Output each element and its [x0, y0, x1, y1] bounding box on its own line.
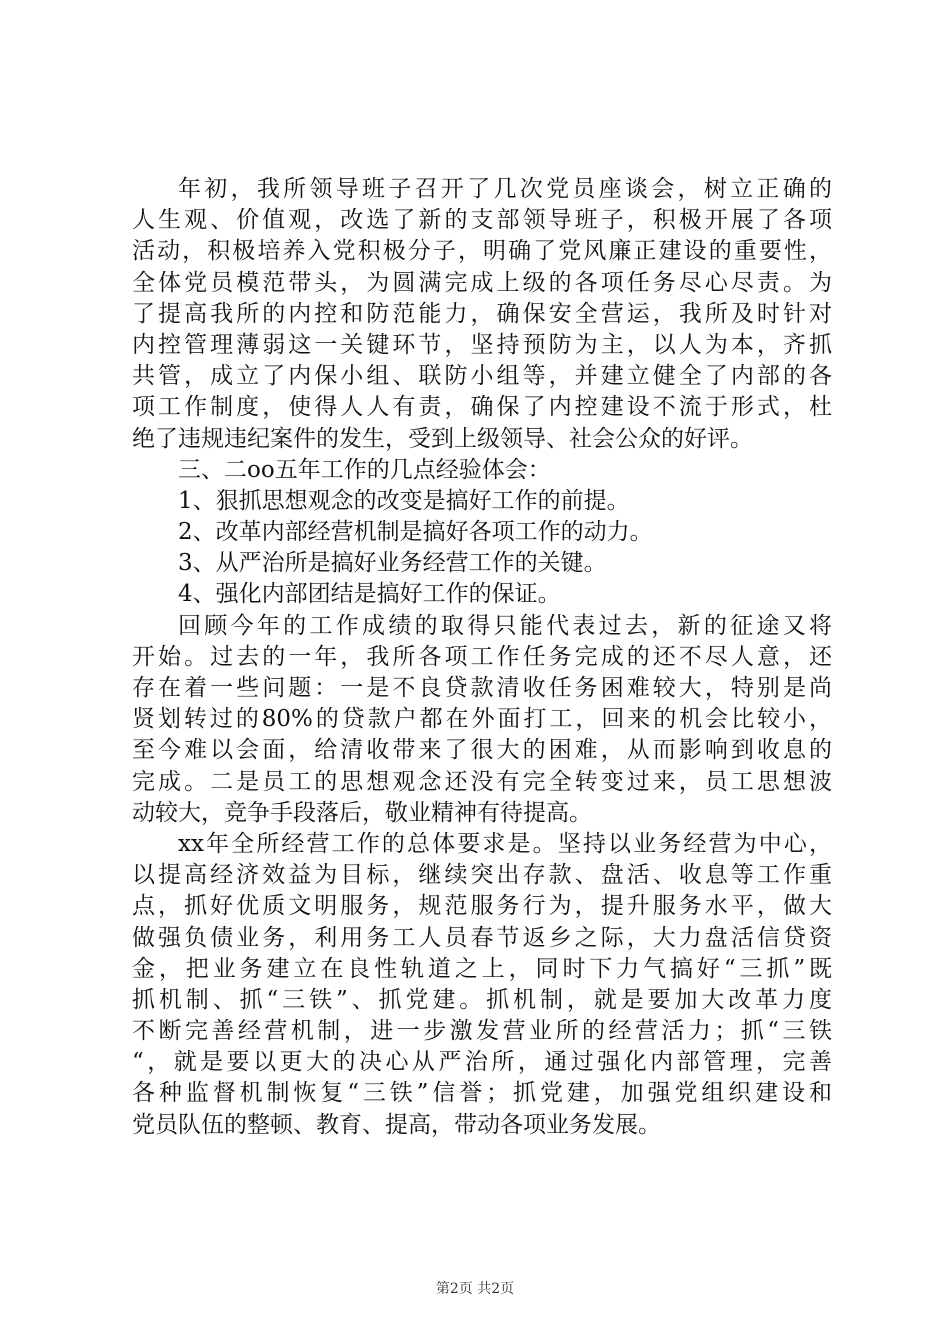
body-text-line: 完成。二是员工的思想观念还没有完全转变过来，员工思想波: [132, 768, 832, 795]
body-text-line: 共管，成立了内保小组、联防小组等，并建立健全了内部的各: [132, 363, 832, 390]
body-text-line: xx年全所经营工作的总体要求是。坚持以业务经营为中心，: [178, 830, 832, 857]
body-text-line: 以提高经济效益为目标，继续突出存款、盘活、收息等工作重: [132, 862, 832, 889]
body-text-line: 动较大，竞争手段落后，敬业精神有待提高。: [132, 799, 592, 826]
body-text-line: 全体党员模范带头，为圆满完成上级的各项任务尽心尽责。为: [132, 269, 832, 296]
body-text-line: 抓机制、抓“三铁”、抓党建。抓机制，就是要加大改革力度: [132, 986, 832, 1013]
body-text-line: 4、强化内部团结是搞好工作的保证。: [178, 581, 561, 608]
body-text-line: 存在着一些问题：一是不良贷款清收任务困难较大，特别是尚: [132, 675, 832, 701]
body-text-line: 金，把业务建立在良性轨道之上，同时下力气搞好“三抓”既: [132, 955, 832, 982]
body-text-line: 1、狠抓思想观念的改变是搞好工作的前提。: [178, 487, 630, 514]
body-text-line: 不断完善经营机制，进一步激发营业所的经营活力；抓“三铁: [132, 1018, 832, 1045]
body-text-line: 年初，我所领导班子召开了几次党员座谈会，树立正确的: [178, 176, 832, 202]
body-text-line: 党员队伍的整顿、教育、提高，带动各项业务发展。: [132, 1111, 661, 1138]
body-text-line: “，就是要以更大的决心从严治所，通过强化内部管理，完善: [132, 1049, 832, 1076]
body-text-line: 3、从严治所是搞好业务经营工作的关键。: [178, 550, 607, 577]
body-text-line: 开始。过去的一年，我所各项工作任务完成的还不尽人意，还: [132, 643, 832, 670]
document-body: [132, 174, 832, 1141]
body-text-line: 活动，积极培养入党积极分子，明确了党风廉正建设的重要性，: [132, 238, 832, 265]
body-text-line: 人生观、价值观，改选了新的支部领导班子，积极开展了各项: [132, 207, 832, 234]
body-text-line: 贤划转过的80%的贷款户都在外面打工，回来的机会比较小，: [132, 706, 832, 733]
body-text-line: 三、二oo五年工作的几点经验体会：: [178, 456, 551, 483]
body-text-line: 了提高我所的内控和防范能力，确保安全营运，我所及时针对: [132, 300, 832, 327]
body-text-line: 项工作制度，使得人人有责，确保了内控建设不流于形式，杜: [132, 394, 832, 421]
body-text-line: 绝了违规违纪案件的发生，受到上级领导、社会公众的好评。: [132, 425, 753, 452]
body-text-line: 点，抓好优质文明服务，规范服务行为，提升服务水平，做大: [132, 893, 832, 920]
body-text-line: 内控管理薄弱这一关键环节，坚持预防为主，以人为本，齐抓: [132, 331, 832, 358]
body-text-line: 回顾今年的工作成绩的取得只能代表过去，新的征途又将: [178, 612, 832, 639]
page-footer: 第2页 共2页: [435, 1281, 515, 1297]
body-text-line: 做强负债业务，利用务工人员春节返乡之际，大力盘活信贷资: [132, 924, 832, 951]
body-text-line: 至今难以会面，给清收带来了很大的困难，从而影响到收息的: [132, 737, 832, 764]
body-text-line: 2、改革内部经营机制是搞好各项工作的动力。: [178, 519, 653, 546]
body-text-line: 各种监督机制恢复“三铁”信誉；抓党建，加强党组织建设和: [132, 1080, 832, 1107]
